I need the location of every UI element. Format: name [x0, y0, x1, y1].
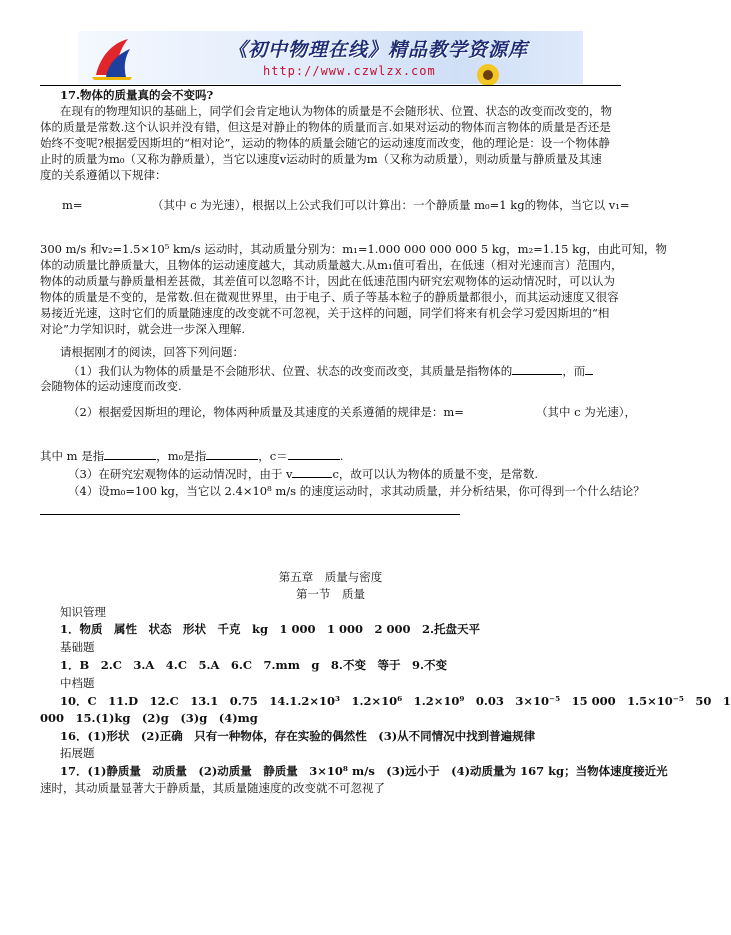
- paragraph-line: 300 m/s 和v₂=1.5×10⁵ km/s 运动时，其动质量分别为：m₁=1.000 000 000 000 5 kg，m₂=1.15 kg，由此可知，物: [40, 242, 667, 256]
- answer-line-text: 10．C 11.D 12.C 13.1 0.75 14.1.2×10³ 1.2×10⁶ 1.2×10⁹ 0.03 3×10⁻⁵ 15 000 1.5×10⁻⁵ 50 1: [60, 694, 731, 708]
- answer-line-text: 速时，其动质量显著大于静质量，其质量随速度的改变就不可忽视了: [40, 781, 385, 795]
- paragraph-line: 物体的动质量与静质量相差甚微，其差值可以忽略不计，因此在低速范围内研究宏观物体的运动情况时，可以认为: [40, 274, 615, 288]
- paragraph-line: 始终不变呢?根据爱因斯坦的“相对论”，运动的物体的质量会随它的运动速度而改变，他的理论是：设一个物体静: [40, 136, 610, 150]
- header-divider: [40, 85, 621, 86]
- question-2-line2: [40, 448, 343, 463]
- paragraph-line: 体的质量是常数.这个认识并没有错，但这是对静止的物体的质量而言.如果对运动的物体而言物体的质量是否还是: [40, 120, 611, 134]
- section-heading: 第一节 质量: [296, 587, 365, 601]
- formula-note: （其中 c 为光速），根据以上公式我们可以计算出：一个静质量 m₀=1 kg的物体，当它以 v₁=: [152, 198, 630, 212]
- paragraph-line: 易接近光速，这时它们的质量随速度的改变就不可忽视，关于这样的问题，同学们将来有机会学习爱因斯坦的“相: [40, 306, 610, 320]
- subheading: 基础题: [60, 640, 95, 654]
- question-4-text: （4）设m₀=100 kg，当它以 2.4×10⁸ m/s 的速度运动时，求其动质量，并分析结果，你可得到一个什么结论？: [68, 484, 645, 498]
- question-1-line2: 会随物体的运动速度而改变.: [40, 379, 182, 393]
- site-title: 《初中物理在线》精品教学资源库: [228, 39, 529, 61]
- paragraph-line: 度的关系遵循以下规律：: [40, 168, 167, 182]
- question-2-part-c: ，c＝: [258, 449, 288, 463]
- question-3-tail: c，故可以认为物体的质量不变，是常数.: [332, 467, 539, 481]
- answer-line-text: 000 15.(1)kg (2)g (3)g (4)mg: [40, 711, 258, 725]
- paragraph-line: 在现有的物理知识的基础上，同学们会肯定地认为物体的质量是不会随形状、位置、状态的改变而改变的，物: [60, 104, 612, 118]
- answer-blank[interactable]: [585, 363, 593, 375]
- answer-blank[interactable]: [512, 363, 562, 375]
- question-2-end: .: [339, 449, 344, 463]
- question-prompt: 请根据刚才的阅读，回答下列问题：: [60, 345, 244, 359]
- answer-blank[interactable]: [104, 448, 156, 460]
- header-banner: [78, 31, 583, 84]
- article-title: 17.物体的质量真的会不变吗?: [60, 88, 214, 102]
- answer-blank[interactable]: [206, 448, 258, 460]
- question-1-tail: ，而: [562, 364, 586, 378]
- question-2-text: （2）根据爱因斯坦的理论，物体两种质量及其速度的关系遵循的规律是：m=: [68, 405, 464, 419]
- question-1: [68, 363, 593, 378]
- site-logo-icon: [90, 35, 134, 81]
- question-2-part-b: ，m₀是指: [156, 449, 207, 463]
- question-3-text: （3）在研究宏观物体的运动情况时，由于 v: [68, 467, 293, 481]
- question-1-text: （1）我们认为物体的质量是不会随形状、位置、状态的改变而改变，其质量是指物体的: [68, 364, 513, 378]
- chapter-heading: 第五章 质量与密度: [278, 570, 383, 584]
- answer-blank[interactable]: [292, 466, 332, 478]
- question-2-note: （其中 c 为光速），: [536, 405, 637, 419]
- subheading: 中档题: [60, 676, 95, 690]
- subheading: 拓展题: [60, 746, 95, 760]
- answer-blank[interactable]: [288, 448, 340, 460]
- site-url: http://www.czwlzx.com: [263, 64, 436, 78]
- subheading: 知识管理: [60, 605, 106, 619]
- answer-line-text: 17．(1)静质量 动质量 (2)动质量 静质量 3×10⁸ m/s (3)远小于 (4)动质量为 167 kg；当物体速度接近光: [60, 764, 668, 778]
- paragraph-line: 止时的质量为m₀（又称为静质量），当它以速度v运动时的质量为m（又称为动质量），则动质量与静质量及其速: [40, 152, 602, 166]
- answer-line-text: 16．(1)形状 (2)正确 只有一种物体，存在实验的偶然性 (3)从不同情况中找到普遍规律: [60, 729, 536, 743]
- formula-lhs: m=: [62, 198, 83, 212]
- answer-line-text: 1．物质 属性 状态 形状 千克 kg 1 000 1 000 2 000 2.托盘天平: [60, 622, 481, 636]
- answer-line[interactable]: [40, 514, 460, 515]
- question-3: [68, 466, 538, 481]
- paragraph-line: 物体的质量是不变的，是常数.但在微观世界里，由于电子、质子等基本粒子的静质量都很小，而其运动速度又很容: [40, 290, 619, 304]
- paragraph-line: 体的动质量比静质量大，且物体的运动速度越大，其动质量越大.从m₁值可看出，在低速（相对光速而言）范围内，: [40, 258, 623, 272]
- answer-line-text: 1．B 2.C 3.A 4.C 5.A 6.C 7.mm g 8.不变 等于 9.不变: [60, 658, 447, 672]
- question-2-part-a: 其中 m 是指: [40, 449, 105, 463]
- paragraph-line: 对论”力学知识时，就会进一步深入理解.: [40, 322, 246, 336]
